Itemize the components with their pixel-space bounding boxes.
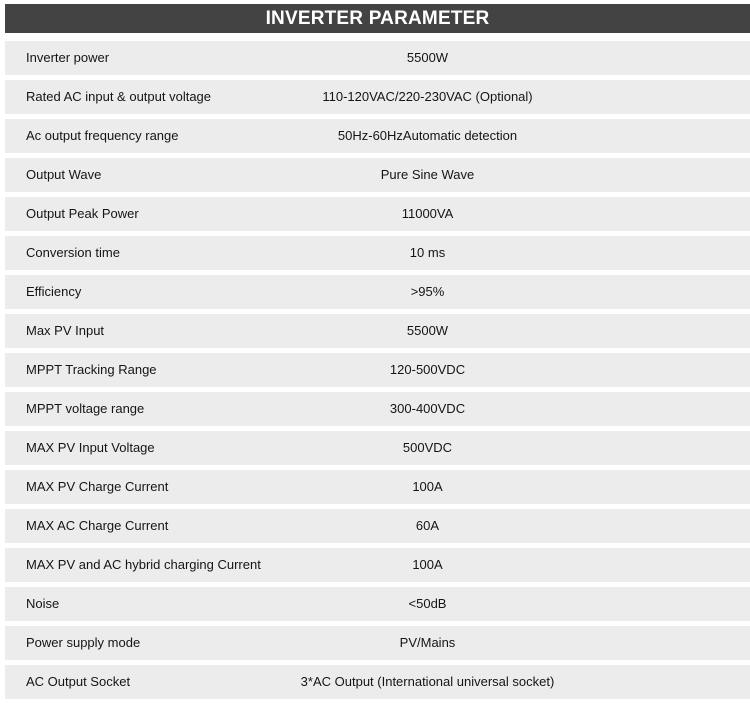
table-row	[5, 236, 750, 275]
parameter-label: Rated AC input & output voltage	[26, 89, 212, 104]
table-row	[5, 314, 750, 353]
table-row	[5, 158, 750, 197]
table-row	[5, 41, 750, 80]
parameter-table	[5, 41, 750, 704]
parameter-value: 50Hz-60HzAutomatic detection	[337, 128, 518, 143]
parameter-label: Power supply mode	[26, 635, 141, 650]
parameter-label: Output Peak Power	[26, 206, 139, 221]
table-row	[5, 80, 750, 119]
parameter-value: 300-400VDC	[389, 401, 466, 416]
parameter-value: 5500W	[406, 50, 449, 65]
parameter-value: 120-500VDC	[389, 362, 466, 377]
table-row	[5, 431, 750, 470]
parameter-value: >95%	[410, 284, 445, 299]
parameter-value: 10 ms	[409, 245, 446, 260]
table-row	[5, 626, 750, 665]
parameter-value: 100A	[412, 557, 443, 572]
parameter-label: Ac output frequency range	[26, 128, 179, 143]
parameter-label: MAX PV Input Voltage	[26, 440, 155, 455]
table-row	[5, 275, 750, 314]
table-row	[5, 548, 750, 587]
table-row	[5, 392, 750, 431]
parameter-value: 5500W	[406, 323, 449, 338]
parameter-value: 3*AC Output (International universal socket)	[300, 674, 555, 689]
parameter-label: Max PV Input	[26, 323, 105, 338]
parameter-label: MPPT Tracking Range	[26, 362, 157, 377]
parameter-value: 110-120VAC/220-230VAC (Optional)	[322, 89, 533, 104]
table-row	[5, 470, 750, 509]
parameter-value: PV/Mains	[399, 635, 456, 650]
table-title: INVERTER PARAMETER	[5, 4, 750, 33]
parameter-label: Conversion time	[26, 245, 120, 260]
table-row	[5, 665, 750, 704]
parameter-label: Noise	[26, 596, 60, 611]
table-row	[5, 587, 750, 626]
parameter-value: <50dB	[408, 596, 447, 611]
parameter-label: AC Output Socket	[26, 674, 131, 689]
parameter-label: MPPT voltage range	[26, 401, 145, 416]
parameter-value: Pure Sine Wave	[380, 167, 475, 182]
parameter-value: 500VDC	[402, 440, 453, 455]
parameter-value: 11000VA	[401, 206, 454, 221]
parameter-value: 100A	[412, 479, 443, 494]
parameter-label: Inverter power	[26, 50, 110, 65]
parameter-label: Efficiency	[26, 284, 82, 299]
table-row	[5, 353, 750, 392]
parameter-label: MAX AC Charge Current	[26, 518, 169, 533]
parameter-value: 60A	[415, 518, 440, 533]
parameter-label: MAX PV and AC hybrid charging Current	[26, 557, 261, 572]
table-row	[5, 509, 750, 548]
table-row	[5, 119, 750, 158]
parameter-label: Output Wave	[26, 167, 102, 182]
table-row	[5, 197, 750, 236]
parameter-label: MAX PV Charge Current	[26, 479, 169, 494]
